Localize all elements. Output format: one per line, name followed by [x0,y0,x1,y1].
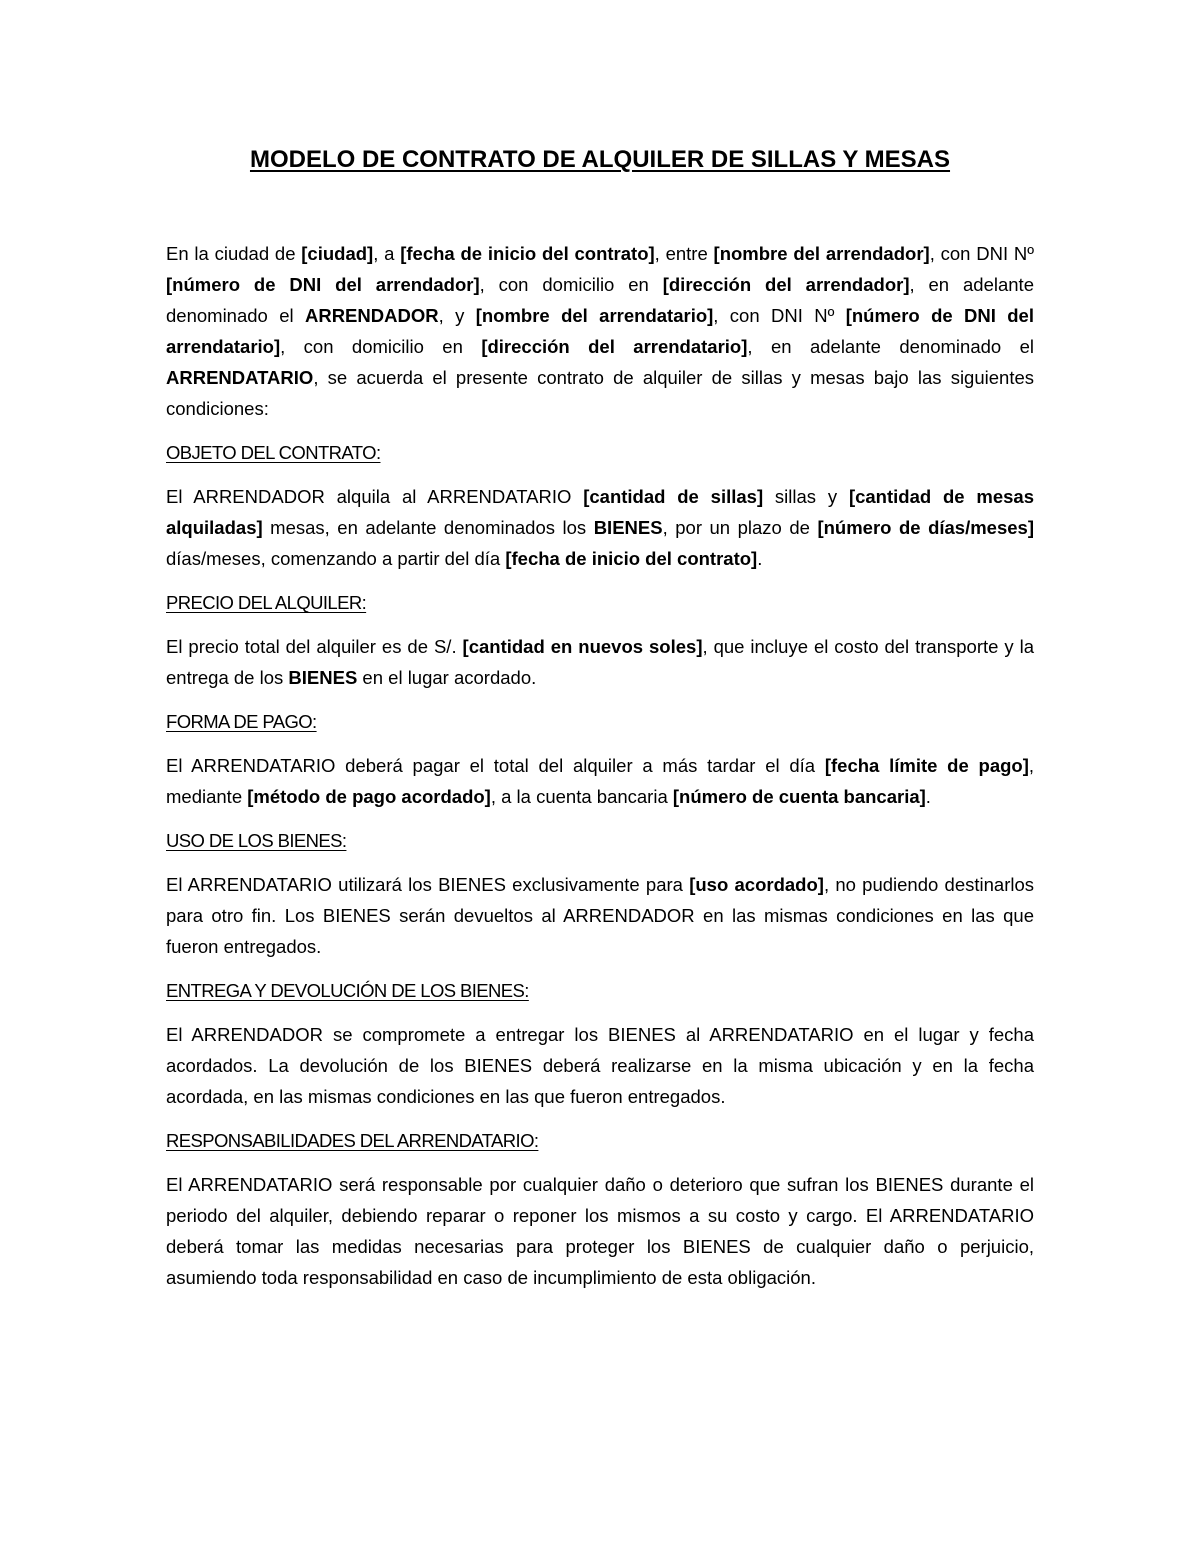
placeholder-text: ARRENDATARIO [166,367,314,388]
section-heading-text: USO DE LOS BIENES: [166,830,347,851]
section-paragraph: El ARRENDATARIO deberá pagar el total del alquiler a más tardar el día [fecha límite de pago], mediante [método de pago acordado], a la cuenta bancaria [número de cuenta bancaria]. [166,755,1035,807]
placeholder-text: [cantidad de mesas alquiladas] [166,486,1034,538]
placeholder-text: [nombre del arrendador] [713,243,930,264]
section-heading [166,975,1034,1006]
section-paragraph: El precio total del alquiler es de S/. [cantidad en nuevos soles], que incluye el costo del transporte y la entrega de los BIENES en el lugar acordado. [166,636,1034,688]
document-title: MODELO DE CONTRATO DE ALQUILER DE SILLAS Y MESAS [249,146,951,173]
placeholder-text: [método de pago acordado] [247,786,491,807]
placeholder-text: [dirección del arrendador] [662,274,910,295]
placeholder-text: [ciudad] [301,243,374,264]
placeholder-text: [nombre del arrendatario] [475,305,714,326]
placeholder-text: BIENES [593,517,663,538]
document-body [166,238,1034,1306]
placeholder-text: [cantidad de sillas] [583,486,764,507]
section-heading [166,825,1034,856]
intro-paragraph: En la ciudad de [ciudad], a [fecha de inicio del contrato], entre [nombre del arrendador], con DNI Nº [número de DNI del arrendador], con domicilio en [dirección del arrendador], en adelante denominado el ARRENDADOR, y [nombre del arrendatario], con DNI Nº [número de DNI del arrendatario], con domicilio en [dirección del arrendatario], en adelante denominado el ARRENDATARIO, se acuerda el presente contrato de alquiler de sillas y mesas bajo las siguientes condiciones: [166,243,1034,419]
section-paragraph: El ARRENDADOR alquila al ARRENDATARIO [cantidad de sillas] sillas y [cantidad de mesas alquiladas] mesas, en adelante denominados los BIENES, por un plazo de [número de días/meses] días/meses, comenzando a partir del día [fecha de inicio del contrato]. [166,486,1034,569]
placeholder-text: [número de DNI del arrendatario] [166,305,1034,357]
section-paragraph: El ARRENDATARIO será responsable por cualquier daño o deterioro que sufran los BIENES durante el periodo del alquiler, debiendo reparar o reponer los mismos a su costo y cargo. El ARRENDATARIO deberá tomar las medidas necesarias para proteger los BIENES de cualquier daño o perjuicio, asumiendo toda responsabilidad en caso de incumplimiento de esta obligación. [166,1174,1034,1288]
placeholder-text: [fecha de inicio del contrato] [400,243,655,264]
section-heading [166,587,1034,618]
section-heading-text: PRECIO DEL ALQUILER: [166,592,367,613]
section-heading-text: RESPONSABILIDADES DEL ARRENDATARIO: [166,1130,539,1151]
section-heading-text: OBJETO DEL CONTRATO: [166,442,381,463]
section-heading [166,437,1034,468]
placeholder-text: [número de días/meses] [817,517,1034,538]
placeholder-text: [número de cuenta bancaria] [672,786,926,807]
section-heading [166,706,1034,737]
placeholder-text: [dirección del arrendatario] [481,336,748,357]
placeholder-text: [cantidad en nuevos soles] [462,636,703,657]
placeholder-text: [uso acordado] [689,874,824,895]
placeholder-text: [fecha de inicio del contrato] [505,548,758,569]
placeholder-text: BIENES [288,667,358,688]
section-heading [166,1125,1034,1156]
placeholder-text: [número de DNI del arrendador] [166,274,480,295]
placeholder-text: ARRENDADOR [304,305,439,326]
section-heading-text: FORMA DE PAGO: [166,711,317,732]
section-heading-text: ENTREGA Y DEVOLUCIÓN DE LOS BIENES: [166,980,529,1001]
section-paragraph: El ARRENDADOR se compromete a entregar los BIENES al ARRENDATARIO en el lugar y fecha acordados. La devolución de los BIENES deberá realizarse en la misma ubicación y en la fecha acordada, en las mismas condiciones en las que fueron entregados. [166,1024,1034,1107]
placeholder-text: [fecha límite de pago] [824,755,1029,776]
section-paragraph: El ARRENDATARIO utilizará los BIENES exclusivamente para [uso acordado], no pudiendo destinarlos para otro fin. Los BIENES serán devueltos al ARRENDADOR en las mismas condiciones en las que fueron entregados. [166,874,1034,957]
